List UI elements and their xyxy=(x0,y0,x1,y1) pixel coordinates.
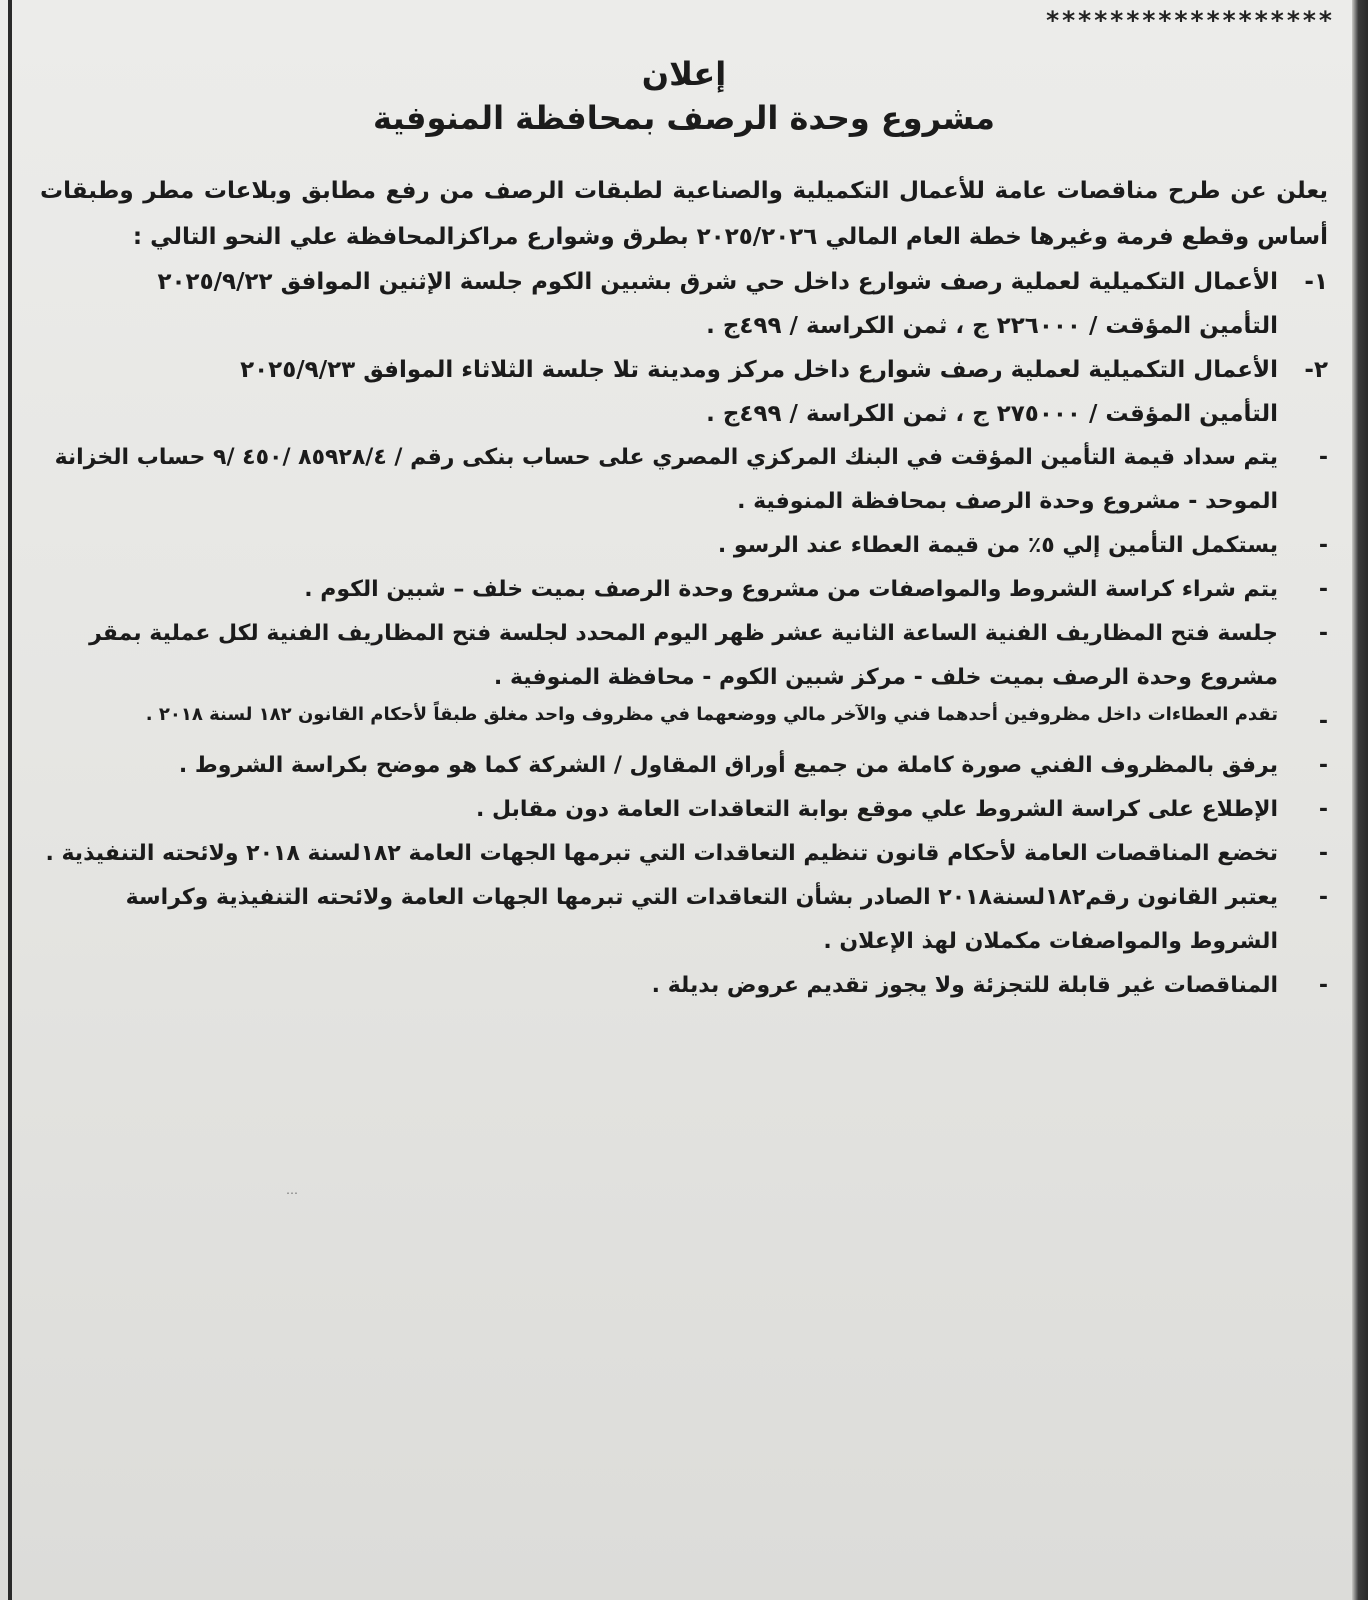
bullet-text: تخضع المناقصات العامة لأحكام قانون تنظيم التعاقدات التي تبرمها الجهات العامة ١٨٢لسنة ٢٠١٨ ولائحته التنفيذية . xyxy=(45,841,1278,866)
item-line: التأمين المؤقت / ٢٧٥٠٠٠ ج ، ثمن الكراسة / ٤٩٩ج . xyxy=(706,401,1278,427)
numbered-item xyxy=(40,348,1328,436)
header-stars: ****************** xyxy=(1045,6,1334,35)
bullet-dash: - xyxy=(1318,753,1328,778)
bullet-dash: - xyxy=(1318,577,1328,602)
item-body xyxy=(40,260,1278,348)
bullet-item xyxy=(40,524,1328,568)
bullet-item xyxy=(40,876,1328,964)
item-line: التأمين المؤقت / ٢٢٦٠٠٠ ج ، ثمن الكراسة / ٤٩٩ج . xyxy=(706,313,1278,339)
bullet-list xyxy=(40,436,1328,1008)
bullet-text: المناقصات غير قابلة للتجزئة ولا يجوز تقديم عروض بديلة . xyxy=(651,973,1278,998)
scan-speck: … xyxy=(286,1183,298,1197)
bullet-item xyxy=(40,964,1328,1008)
bullet-dash: - xyxy=(1318,709,1328,734)
item-number: ١- xyxy=(1304,269,1328,295)
bullet-dash: - xyxy=(1318,885,1328,910)
bullet-text: جلسة فتح المظاريف الفنية الساعة الثانية عشر ظهر اليوم المحدد لجلسة فتح المظاريف الفنية لكل عملية بمقر مشروع وحدة الرصف بميت خلف - مركز شبين الكوم - محافظة المنوفية . xyxy=(89,621,1278,690)
announcement-document xyxy=(40,52,1328,1008)
item-body xyxy=(40,348,1278,436)
bullet-text: يرفق بالمظروف الفني صورة كاملة من جميع أوراق المقاول / الشركة كما هو موضح بكراسة الشروط . xyxy=(178,753,1278,778)
bullet-item xyxy=(40,744,1328,788)
bullet-text: يعتبر القانون رقم١٨٢لسنة٢٠١٨ الصادر بشأن التعاقدات التي تبرمها الجهات العامة ولائحته التنفيذية وكراسة الشروط والمواصفات مكملان لهذ الإعلان . xyxy=(125,885,1278,954)
bullet-text: يستكمل التأمين إلي ٥٪ من قيمة العطاء عند الرسو . xyxy=(717,533,1278,558)
bullet-item xyxy=(40,788,1328,832)
bullet-text: يتم سداد قيمة التأمين المؤقت في البنك المركزي المصري على حساب بنكى رقم / ٨٥٩٢٨/٤ /٤٥٠ /٩ حساب الخزانة الموحد - مشروع وحدة الرصف بمحافظة المنوفية . xyxy=(54,445,1278,514)
bullet-dash: - xyxy=(1318,797,1328,822)
bullet-item xyxy=(40,568,1328,612)
bullet-dash: - xyxy=(1318,445,1328,470)
bullet-text: تقدم العطاءات داخل مظروفين أحدهما فني والآخر مالي ووضعهما في مظروف واحد مغلق طبقاً لأحكام القانون ١٨٢ لسنة ٢٠١٨ . xyxy=(145,704,1278,725)
bullet-text: الإطلاع على كراسة الشروط علي موقع بوابة التعاقدات العامة دون مقابل . xyxy=(476,797,1278,822)
bullet-item xyxy=(40,832,1328,876)
announcement-subtitle: مشروع وحدة الرصف بمحافظة المنوفية xyxy=(373,99,995,137)
bullet-dash: - xyxy=(1318,621,1328,646)
bullet-dash: - xyxy=(1318,841,1328,866)
item-line: الأعمال التكميلية لعملية رصف شوارع داخل مركز ومدينة تلا جلسة الثلاثاء الموافق ٢٠٢٥/٩/٢٣ xyxy=(240,357,1278,383)
numbered-items xyxy=(40,260,1328,436)
announcement-intro: يعلن عن طرح مناقصات عامة للأعمال التكميلية والصناعية لطبقات الرصف من رفع مطابق وبلاعات مطر وطبقات أساس وقطع فرمة وغيرها خطة العام المالي ٢٠٢٥/٢٠٢٦ بطرق وشوارع مراكزالمحافظة علي النحو التالي : xyxy=(40,178,1328,250)
item-number: ٢- xyxy=(1304,357,1328,383)
bullet-item xyxy=(40,436,1328,524)
bullet-item xyxy=(40,612,1328,700)
announcement-title: إعلان xyxy=(641,55,727,93)
numbered-item xyxy=(40,260,1328,348)
bullet-item xyxy=(40,700,1328,744)
page-right-edge xyxy=(1352,0,1368,1600)
item-line: الأعمال التكميلية لعملية رصف شوارع داخل حي شرق بشبين الكوم جلسة الإثنين الموافق ٢٠٢٥/٩/٢٢ xyxy=(157,269,1278,295)
page-left-edge xyxy=(8,0,12,1600)
bullet-dash: - xyxy=(1318,533,1328,558)
bullet-text: يتم شراء كراسة الشروط والمواصفات من مشروع وحدة الرصف بميت خلف – شبين الكوم . xyxy=(304,577,1278,602)
bullet-dash: - xyxy=(1318,973,1328,998)
